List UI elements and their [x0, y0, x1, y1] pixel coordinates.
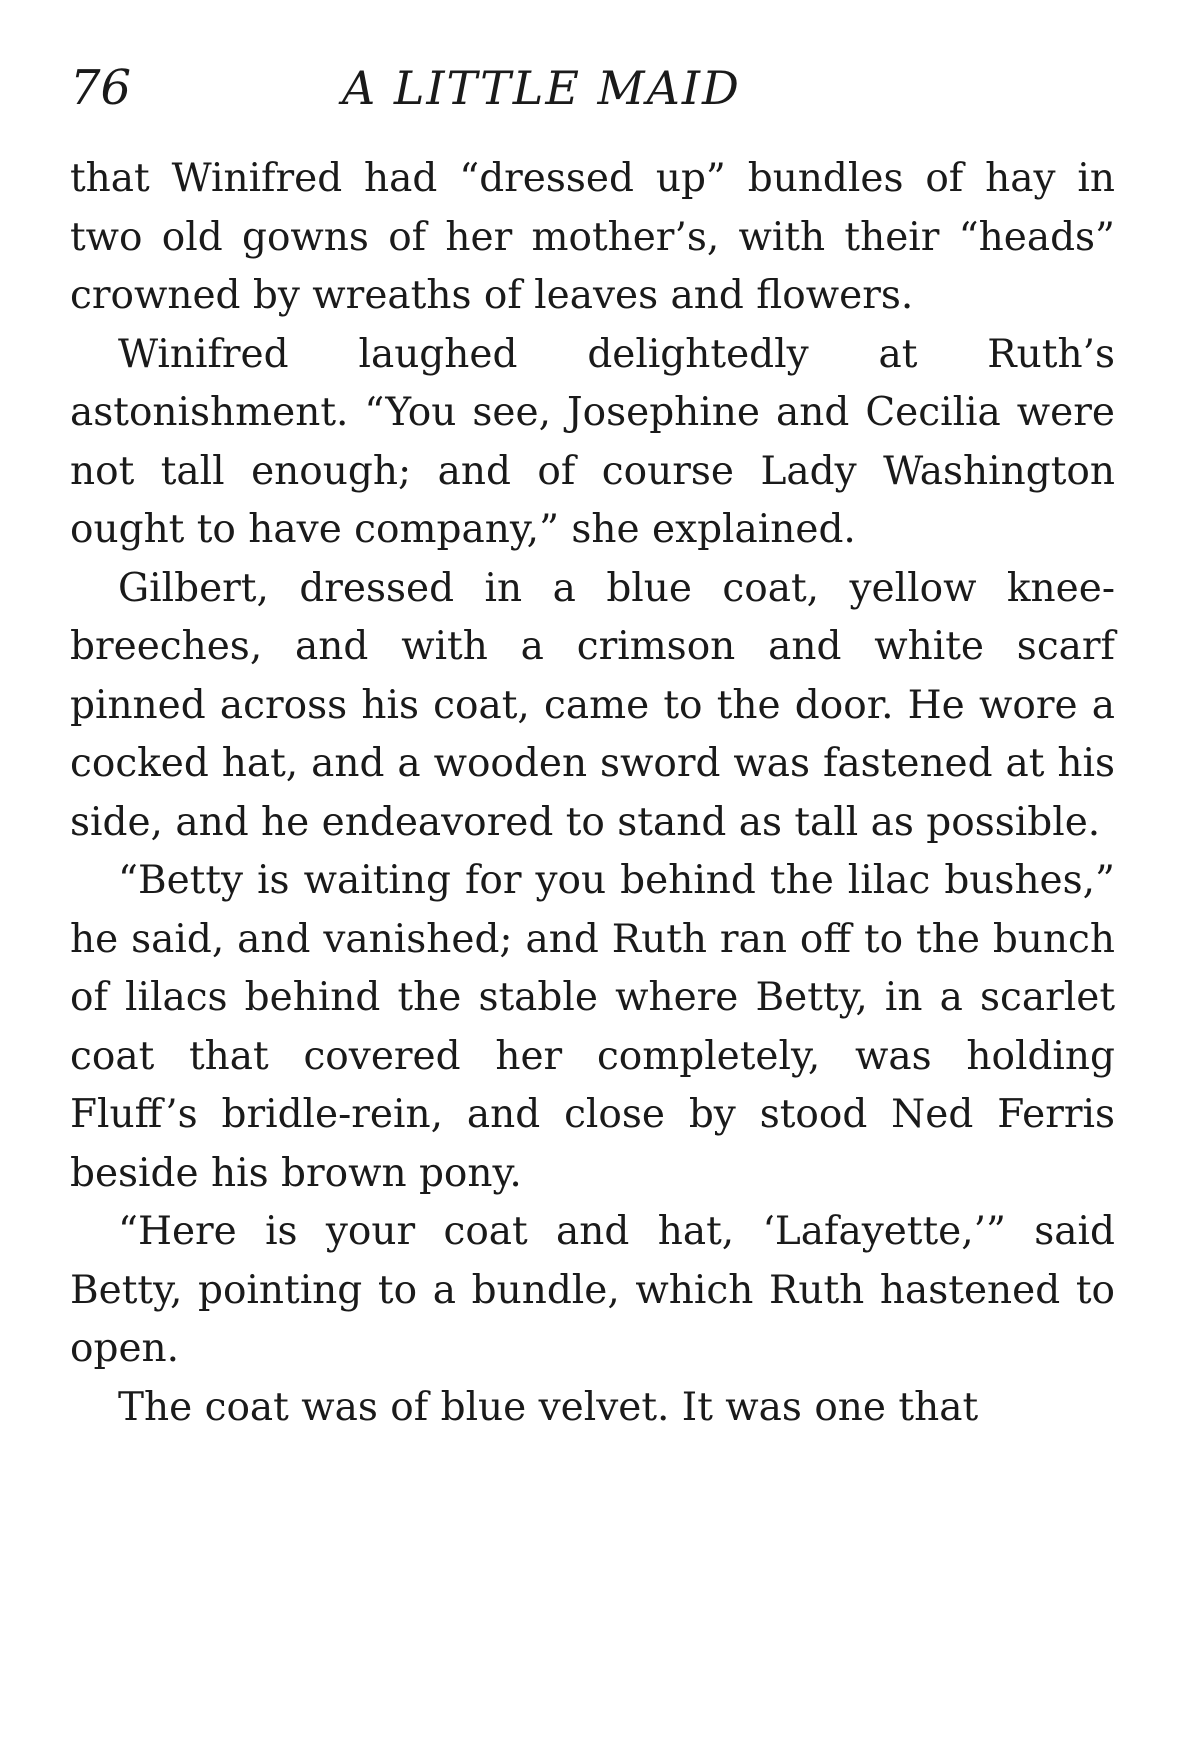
running-title: A LITTLE MAID [342, 61, 741, 115]
paragraph-gilbert-dressed: Gilbert, dressed in a blue coat, yellow knee-breeches, and with a crimson and white scarf pinned across his coat, came to the door. He wore a cocked hat, and a wooden sword was fastened at his side, and he endeavored to stand as tall as possible. [70, 565, 1115, 845]
running-head [70, 58, 1115, 118]
body-text [70, 150, 1115, 1437]
paragraph-continuation: that Winifred had “dressed up” bundles of hay in two old gowns of her mother’s, with their “heads” crowned by wreaths of leaves and flowers. [70, 156, 1115, 318]
paragraph-here-is-your-coat: “Here is your coat and hat, ‘Lafayette,’” said Betty, pointing to a bundle, which Ruth hastened to open. [70, 1209, 1115, 1371]
paragraph-winifred-laughed: Winifred laughed delightedly at Ruth’s astonishment. “You see, Josephine and Cecilia were not tall enough; and of course Lady Washington ought to have company,” she explained. [70, 331, 1115, 552]
page-number: 76 [70, 60, 132, 116]
paragraph-coat-blue-velvet: The coat was of blue velvet. It was one that [118, 1384, 979, 1430]
paragraph-betty-waiting: “Betty is waiting for you behind the lilac bushes,” he said, and vanished; and Ruth ran off to the bunch of lilacs behind the stable where Betty, in a scarlet coat that covered her completely, was holding Fluff’s bridle-rein, and close by stood Ned Ferris beside his brown pony. [70, 858, 1115, 1196]
book-page [70, 0, 1115, 1746]
